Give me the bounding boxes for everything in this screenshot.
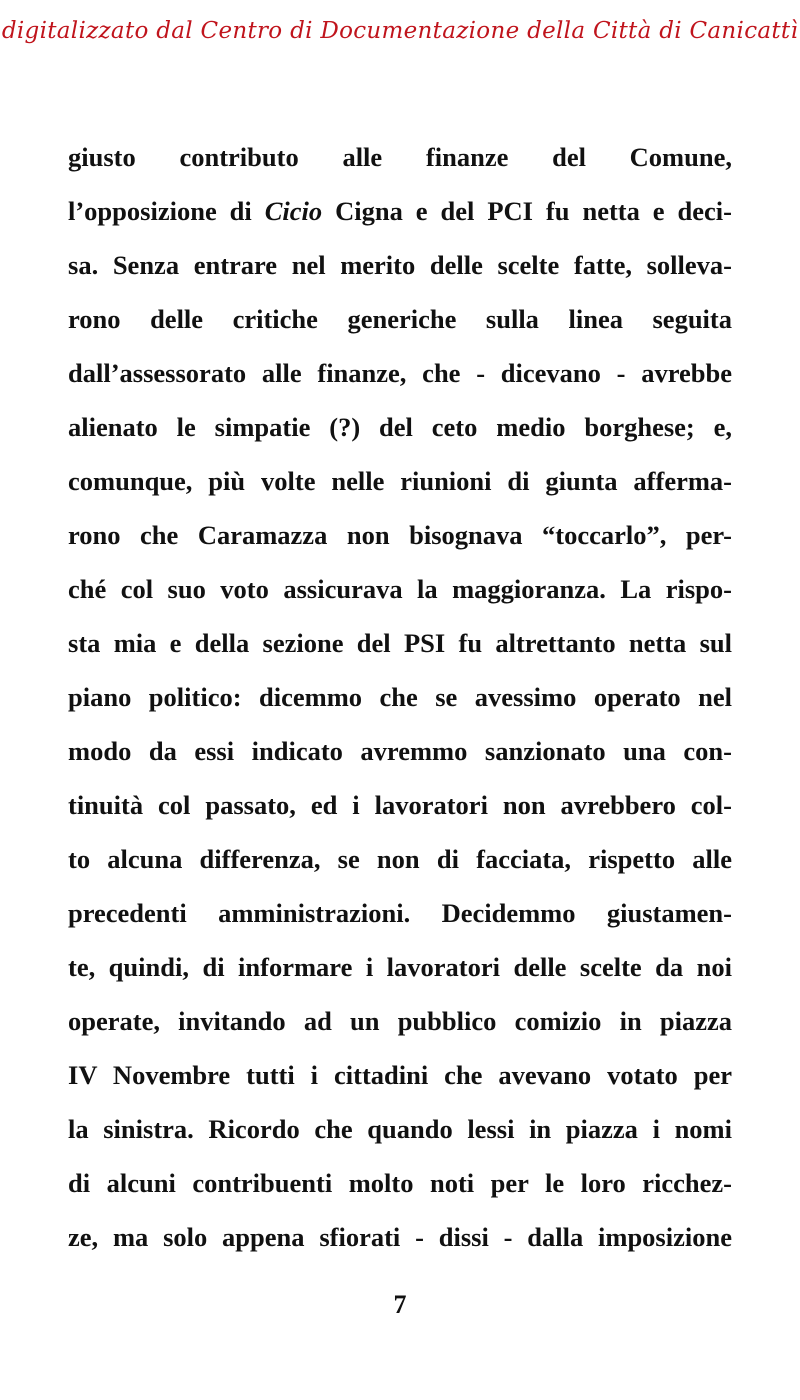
text-line: comunque, più volte nelle riunioni di giunta afferma- bbox=[68, 466, 732, 496]
text-fragment: Cigna e del PCI fu netta e deci- bbox=[322, 196, 732, 226]
text-line: piano politico: dicemmo che se avessimo operato nel bbox=[68, 682, 732, 712]
text-line: sta mia e della sezione del PSI fu altrettanto netta sul bbox=[68, 628, 732, 658]
text-line: dall’assessorato alle finanze, che - dicevano - avrebbe bbox=[68, 358, 732, 388]
text-line: IV Novembre tutti i cittadini che avevano votato per bbox=[68, 1060, 732, 1090]
text-line: te, quindi, di informare i lavoratori delle scelte da noi bbox=[68, 952, 732, 982]
text-line: operate, invitando ad un pubblico comizio in piazza bbox=[68, 1006, 732, 1036]
page-number: 7 bbox=[393, 1290, 407, 1319]
body-paragraph bbox=[68, 130, 732, 1264]
text-line: ché col suo voto assicurava la maggioranza. La rispo- bbox=[68, 574, 732, 604]
text-line: precedenti amministrazioni. Decidemmo giustamen- bbox=[68, 898, 732, 928]
text-line: rono delle critiche generiche sulla linea seguita bbox=[68, 304, 732, 334]
text-line: sa. Senza entrare nel merito delle scelte fatte, solleva- bbox=[68, 250, 732, 280]
text-line bbox=[68, 184, 732, 238]
text-line: di alcuni contribuenti molto noti per le loro ricchez- bbox=[68, 1168, 732, 1198]
text-line: rono che Caramazza non bisognava “toccarlo”, per- bbox=[68, 520, 732, 550]
text-line: la sinistra. Ricordo che quando lessi in piazza i nomi bbox=[68, 1114, 732, 1144]
text-fragment: l’opposizione di bbox=[68, 196, 265, 226]
text-line: alienato le simpatie (?) del ceto medio borghese; e, bbox=[68, 412, 732, 442]
text-line: to alcuna differenza, se non di facciata, rispetto alle bbox=[68, 844, 732, 874]
italic-name: Cicio bbox=[264, 196, 323, 226]
text-line: giusto contributo alle finanze del Comune, bbox=[68, 142, 732, 172]
digitization-watermark: digitalizzato dal Centro di Documentazione della Città di Canicattì bbox=[1, 18, 799, 44]
text-line: modo da essi indicato avremmo sanzionato una con- bbox=[68, 736, 732, 766]
text-line: ze, ma solo appena sfiorati - dissi - dalla imposizione bbox=[68, 1222, 732, 1252]
text-line: tinuità col passato, ed i lavoratori non avrebbero col- bbox=[68, 790, 732, 820]
